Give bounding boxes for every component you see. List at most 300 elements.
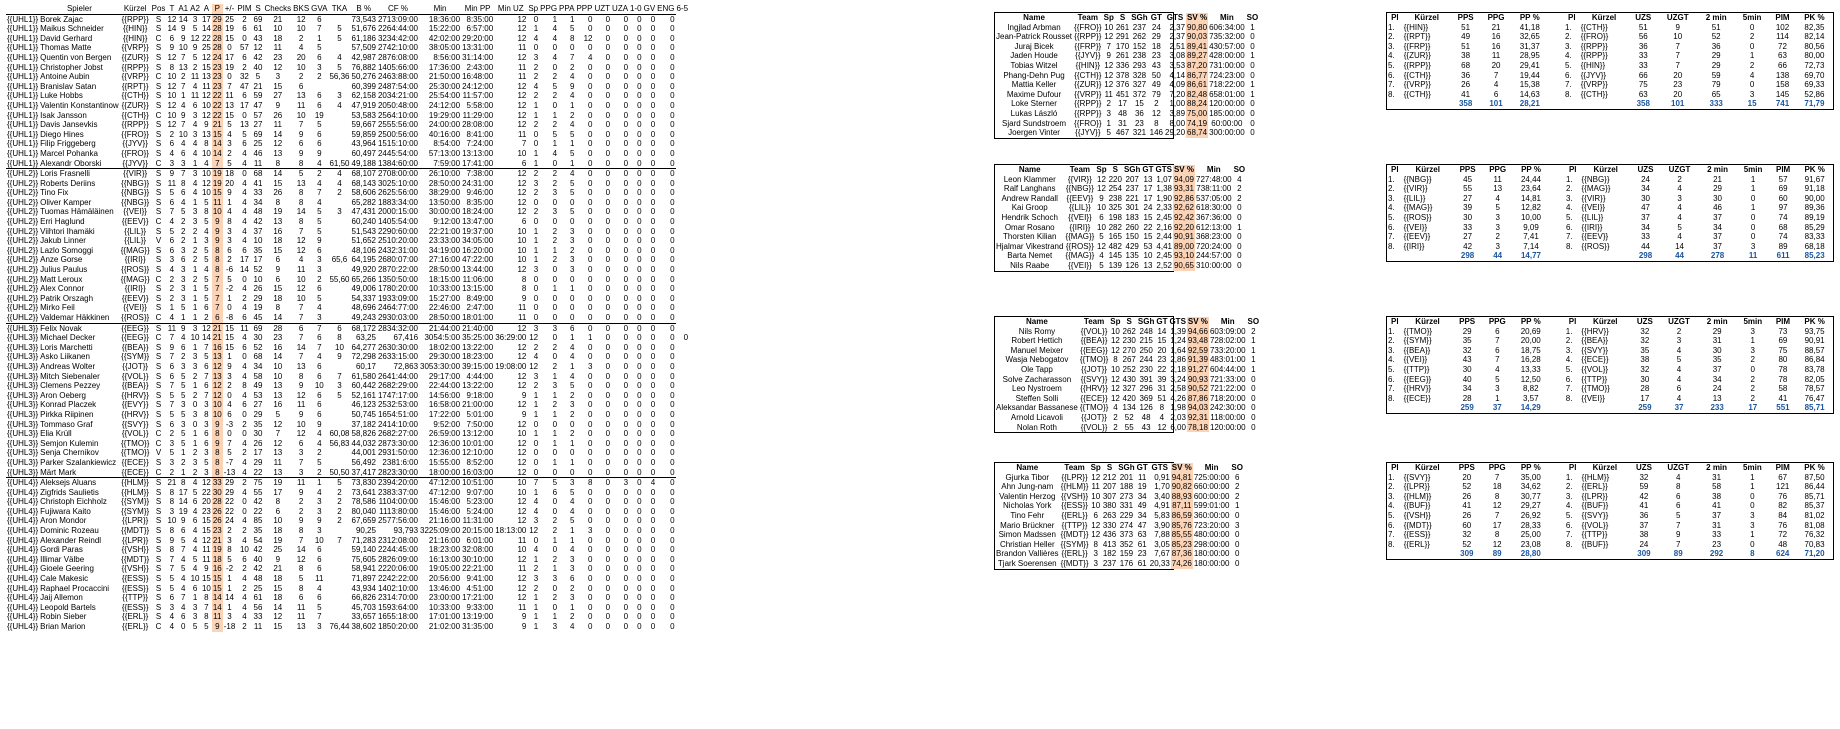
skater-cell: 13:50:00 [428,197,461,207]
skater-cell [328,284,350,294]
goalie-column-header: SGh [1131,13,1148,22]
skater-cell: C [155,33,162,43]
special-teams-cell: 19,44 [1519,70,1540,80]
skater-cell: 3225:09:00 [420,526,461,536]
skater-cell: 5 [204,217,209,227]
goalie-cell: 2,45 [1156,212,1172,222]
goalie-cell: 3,89 [1169,108,1186,118]
skater-cell: 10 [296,62,306,72]
skater-cell: Parker Szalankiewicz [40,457,117,467]
skater-cell: C [155,313,162,322]
special-teams-cell: 6. [1388,70,1395,80]
skater-cell: 0 [670,497,675,507]
skater-cell: 2312:08:00 [377,535,419,545]
skater-cell: {{VSH}} [121,564,149,574]
spacer-cell [1549,346,1565,356]
special-teams-cell: 8 [1494,530,1500,540]
skater-cell: 13 [239,120,249,130]
skater-row [6,516,689,526]
skater-cell: 0 [650,554,656,564]
skater-cell: 8 [521,274,527,284]
skater-cell: 2 [533,564,539,574]
skater-cell: 0 [236,169,252,179]
goalie-cell: 90,65 [1173,260,1194,270]
spacer-cell [1549,317,1565,327]
skater-cell: 4 [317,583,322,593]
skater-cell: 3 [181,265,186,275]
skater-cell: 8 [275,497,281,507]
goalie-cell: 376 [1115,80,1130,90]
skater-cell: 13 [212,352,222,362]
special-teams-cell: 7. [1388,80,1395,90]
spacer-cell [1549,365,1565,375]
skater-cell: 0 [242,497,247,507]
special-teams-cell: 2 [1750,355,1755,365]
skater-cell: Quentin von Bergen [40,52,112,62]
special-teams-cell: {{VSH}} [1403,510,1431,520]
skater-cell: 2000:15:00 [377,207,419,217]
special-teams-cell: 1. [1388,174,1395,184]
skater-cell: 11 [518,43,527,53]
skater-cell: 14 [212,602,222,612]
special-teams-column-header: UZS [1637,165,1654,174]
skater-cell: 0 [552,333,558,343]
skater-cell: 9 [181,110,186,120]
skater-cell: 4 [317,197,322,207]
special-teams-cell: 5 [1495,374,1500,384]
skater-cell [328,612,350,622]
skater-cell: 3 [227,535,232,545]
skater-cell: 2 [317,274,322,284]
special-teams-column-header: 2 min [1705,13,1727,22]
goalie-cell: 87,36 [1171,549,1192,559]
skater-cell: 3 [558,478,575,488]
goalie-cell: 3,05 [1154,539,1170,549]
skater-cell: 0 [588,120,593,130]
skater-cell: 11 [518,303,527,313]
skater-cell: {{HIN}} [122,24,148,34]
skater-cell: 5 [317,43,322,53]
skater-cell: 7 [317,342,322,352]
skater-cell: 0 [242,274,247,284]
special-teams-header-row [1387,463,1833,473]
skater-cell: 13:12:00 [462,429,494,439]
special-teams-cell: 91,67 [1804,174,1825,184]
skater-cell [328,545,350,555]
skater-cell: 4 [181,583,186,593]
skater-cell: 1 [558,14,575,24]
goalie-cell: Phang-Dehn Pug [1003,70,1065,80]
skater-cell: 10 [517,245,527,255]
skater-cell: 6 [242,554,247,564]
skater-cell: 69 [253,129,263,139]
skater-cell: 5 [192,622,198,631]
special-teams-cell: 83,33 [1804,232,1825,242]
skater-cell: 0 [605,274,611,284]
special-teams-cell: 30 [1713,193,1723,203]
goalie-cell: Sjard Sundstroem [1002,118,1067,128]
skater-cell: 13 [296,361,306,371]
special-teams-cell: 7 [1675,41,1680,51]
skater-cell: 0 [650,516,656,526]
skater-cell: 2 [337,188,342,198]
skater-cell: 0 [242,110,247,120]
skater-cell: 1 [192,236,198,246]
skater-cell: 1 [533,612,539,622]
skater-cell: S [151,323,167,333]
skater-row [6,265,689,275]
skater-cell: 0 [623,52,629,62]
special-teams-cell: 7. [1388,530,1395,540]
skater-cell [328,603,350,613]
skater-cell: 58,606 [351,188,376,198]
special-teams-cell: 6 [1495,345,1500,355]
special-teams-cell: {{ERL}} [1403,539,1430,549]
skater-cell: 0 [650,526,656,536]
skater-cell: 9 [298,148,304,158]
special-teams-cell: 49 [1461,32,1471,42]
special-teams-cell: 4. [1388,51,1395,61]
skater-cell: 2 [298,497,304,507]
skater-cell: 0 [623,409,629,419]
goalie-cell: {{IRI}} [1069,222,1091,232]
special-teams-total-cell: 358 [1636,99,1650,109]
skater-cell: 80,040 [351,506,376,516]
skater-cell: 1 [181,313,186,322]
skater-cell: 4 [242,361,247,371]
skater-cell: 1 [552,409,558,419]
skater-cell: 3 [204,448,209,458]
skater-cell: 0 [605,236,611,246]
skater-cell: 0 [611,169,629,179]
skater-cell: 6 [181,188,186,198]
goalie-cell: Hjalmar Vikestrand [996,241,1064,251]
skater-cell: 8 [212,429,223,439]
special-teams-row [1387,540,1833,550]
spacer-cell [1548,32,1564,42]
goalie-cell: 372 [1132,89,1147,99]
skater-cell: 0 [637,602,642,612]
goalie-cell: 220 [1108,174,1122,184]
special-teams-row [1387,42,1833,52]
special-teams-column-header: PP % [1520,317,1541,326]
special-teams-cell: 1. [1565,472,1573,482]
skater-cell: {{UHL1}} [7,81,39,91]
special-teams-total-cell: 71,20 [1804,549,1825,559]
goalie-cell: 2,44 [1156,232,1172,242]
special-teams-cell: {{LPR}} [1581,491,1608,501]
goalie-column-header: S [1112,165,1118,174]
skater-cell: 0 [552,293,558,303]
special-teams-cell: 23,08 [1520,539,1541,549]
special-teams-cell: 8. [1388,393,1395,403]
skater-cell: 7 [169,381,175,391]
skater-cell: 13 [296,622,306,631]
skater-cell: 0 [637,236,642,246]
special-teams-cell: 33 [1638,60,1648,70]
special-teams-cell: 3 [1750,520,1755,530]
skater-cell: 0 [637,100,642,110]
special-teams-cell: 28 [1462,393,1472,403]
skater-cell: Brian Marion [40,622,86,631]
skater-cell: 2 [317,467,322,477]
skater-cell: 3 [317,313,322,322]
skater-cell: {{UHL3}} [7,429,39,439]
special-teams-cell: 1. [1565,326,1573,336]
special-teams-cell: {{VIR}} [1403,184,1428,194]
skater-cell: 1850:20:00 [377,622,419,631]
goalie-cell: 430:57:00 [1209,41,1245,51]
skater-cell: {{MAG}} [120,245,150,255]
skater-cell: {{UHL3}} [7,390,39,400]
skater-cell: 9:18:00 [466,390,494,400]
skater-cell: 1 [552,457,558,467]
skater-cell: 12 [529,526,539,536]
special-teams-row [1387,384,1833,394]
skater-cell: 18 [273,236,283,246]
special-teams-cell: 4 [1495,193,1500,203]
skater-cell [328,265,350,275]
skater-cell: 2 [552,400,558,410]
goalie-cell: Arnold Licavoli [1010,412,1063,422]
skater-cell: 23 [212,81,222,91]
skater-cell: 0 [623,91,629,101]
special-teams-cell: 7 [1493,70,1499,80]
skater-cell: 6 [169,419,175,429]
goalie-cell: 0 [1250,99,1255,109]
special-teams-cell: 81,08 [1804,520,1825,530]
skater-cell: 2445:54:00 [377,148,419,158]
skater-cell: {{UHL4}} [7,574,39,584]
special-teams-row [1387,473,1833,483]
skater-cell: 9:12:00 [433,217,461,227]
skater-cell: 8 [275,303,281,313]
skater-cell: 2264:44:00 [377,24,419,34]
skater-cell: 11 [236,323,252,333]
skater-cell: Roberts Deriins [40,178,96,188]
skater-cell: 4 [242,158,247,168]
skater-cell: 29 [253,457,263,467]
skater-cell: {{UHL1}} [7,100,39,110]
skater-cell: 1780:20:00 [377,284,419,294]
special-teams-table [1387,165,1833,261]
goalie-cell: 725:00:00 [1193,472,1230,482]
skater-cell: 6 [317,139,322,149]
column-header: UZT [594,4,611,13]
special-teams-cell: 90,91 [1804,336,1825,346]
special-teams-cell: 11 [1491,51,1501,61]
skater-cell: Elia Krüll [40,429,72,439]
goalie-cell: 91,39 [1187,355,1208,365]
skater-cell: 0 [605,24,611,34]
skater-cell: 24:00:00 [428,120,461,130]
skater-cell: 28 [212,497,222,507]
skater-cell: 1350:50:00 [377,274,419,284]
skater-cell: 61 [253,24,263,34]
skater-cell: 6 [570,574,575,584]
goalie-cell: 12 [1110,345,1120,355]
goalie-cell: 207 [1102,482,1117,492]
skater-cell: 85 [253,516,263,526]
skater-cell: 0 [588,622,593,631]
special-teams-cell: 31,37 [1519,41,1540,51]
skater-cell: 2 [192,62,198,72]
skater-row [6,497,689,507]
skater-cell: {{UHL1}} [7,91,39,101]
special-teams-cell: 13 [1712,393,1722,403]
skater-cell: 22 [253,506,263,516]
goalie-cell: 480:00:00 [1193,530,1230,540]
goalie-cell: 0 [1250,118,1255,128]
skater-cell: 10 [201,148,211,158]
skater-cell: 0 [605,448,611,458]
skater-cell: {{UHL4}} [7,526,39,536]
skater-cell: 10 [167,516,177,526]
skater-cell: {{UHL2}} [7,245,39,255]
total-blank [1387,403,1403,413]
skater-cell: 0 [575,169,593,179]
skater-cell: 0 [605,545,611,555]
skater-cell: 0 [623,352,629,362]
goalie-header-row [995,463,1244,473]
skater-cell: 12 [529,333,539,343]
goalie-cell: 94,66 [1187,326,1208,336]
special-teams-cell: {{MAG}} [1403,203,1433,213]
skater-cell: 3 [189,323,201,333]
skater-cell: 59 [253,91,263,101]
skater-cell: 17:01:00 [428,612,461,622]
special-teams-cell: 6 [1493,89,1499,99]
special-teams-column-header: Pl [1391,317,1399,326]
skater-cell: 2 [236,14,252,24]
skater-cell: 0 [670,139,675,149]
goalie-cell: 63 [1137,530,1147,540]
skater-cell: 12 [517,52,527,62]
goalie-cell: Tjark Soerensen [997,558,1057,568]
skater-cell: 0 [588,574,593,584]
skater-cell: Oliver Kamper [40,197,92,207]
skater-cell: 0 [623,284,629,294]
skater-cell: 0 [575,14,593,24]
goalie-cell: Kai Groop [1011,203,1048,213]
skater-cell: 0 [588,516,593,526]
skater-cell: 48,106 [351,245,376,255]
skater-cell: 12 [167,52,177,62]
skater-cell: {{UHL1}} [7,52,39,62]
special-teams-box-1 [1386,12,1834,110]
special-teams-cell: {{EEG}} [1403,374,1432,384]
skater-cell: 0 [637,207,642,217]
skater-cell: {{UHL4}} [7,602,39,612]
skater-cell: 6 [317,371,322,381]
skater-cell: 0 [570,197,575,207]
skater-cell: 4 [242,303,247,313]
skater-cell: 10 [178,43,188,53]
skater-row [6,400,689,410]
goalie-cell: {{HLM}} [1060,482,1089,492]
special-teams-cell: 72 [1778,41,1787,51]
goalie-cell: 4 [1159,412,1165,422]
skater-row [6,420,689,430]
special-teams-cell: 83,78 [1804,364,1825,374]
goalie-cell: 89,41 [1187,41,1208,51]
skater-cell: 15:55:00 [428,457,461,467]
skater-cell: 9 [521,409,527,419]
skater-cell: 4 [181,139,186,149]
skater-cell: 6 [317,390,322,400]
skater-cell: 54,337 [351,293,376,303]
special-teams-cell: 1 [1495,393,1500,403]
goalie-column-header: Min [1219,13,1234,22]
goalie-cell: 14 [1157,326,1167,336]
special-teams-cell: {{TTP}} [1581,374,1608,384]
skater-cell: 4 [570,91,575,101]
skater-cell: 3 [192,352,198,362]
goalie-cell: 1 [1106,118,1111,128]
goalie-cell: 92,59 [1187,345,1208,355]
special-teams-cell: 26 [1461,80,1471,90]
skater-cell: 10 [517,148,527,158]
skater-cell: 0 [650,448,656,458]
skater-cell: 29:17:00 [428,371,461,381]
skater-cell: 8 [242,381,247,391]
skater-cell: Clemens Pezzey [40,381,101,391]
special-teams-column-header: PPS [1457,13,1474,22]
skater-cell: 12 [517,91,527,101]
goalie-row [995,327,1260,337]
goalie-cell: 0 [1250,128,1255,138]
skater-cell: S [155,593,162,603]
skater-cell: {{EEV}} [121,217,149,227]
skater-cell [328,584,350,594]
skater-cell: 0 [588,564,593,574]
special-teams-total-cell: 28,21 [1519,99,1540,109]
skater-cell: 11 [296,400,306,410]
special-teams-cell: {{ECE}} [1581,355,1609,365]
skater-cell: 0 [637,438,642,448]
skater-cell: 0 [593,169,611,179]
skater-cell: 50,50 [329,467,350,477]
skater-cell: 0 [605,429,611,439]
skater-cell: 5 [317,226,322,236]
skater-cell: 21:16:00 [428,516,461,526]
skater-cell: 0 [650,574,656,584]
skater-cell: 8 [204,207,209,217]
goalie-cell: 22 [1157,364,1167,374]
skater-cell: S [155,197,162,207]
skater-cell: 2 [181,352,186,362]
goalie-cell: 599:01:00 [1193,501,1230,511]
skater-cell: 5 [192,554,198,564]
skater-cell: 2 [236,478,252,488]
skater-cell: 7 [275,429,281,439]
skater-cell: 15 [273,178,283,188]
goalie-cell: 604:44:00 [1209,364,1246,374]
skater-cell: {{ZUR}} [121,52,149,62]
skater-cell: 3 [533,574,539,584]
special-teams-cell: {{JYV}} [1580,70,1607,80]
skater-cell: 12 [212,381,222,391]
column-header: Min PP [464,4,491,13]
skater-cell: 1 [192,284,198,294]
skater-cell: 15:46:00 [428,497,461,507]
skater-cell: 10 [178,129,188,139]
skater-cell: Tuomas Hämäläinen [40,207,114,217]
skater-cell: 8 [275,158,281,168]
skater-cell: 12 [494,169,527,179]
skater-cell: 3053:30:00 [420,361,461,371]
skater-cell: 53 [253,390,263,400]
